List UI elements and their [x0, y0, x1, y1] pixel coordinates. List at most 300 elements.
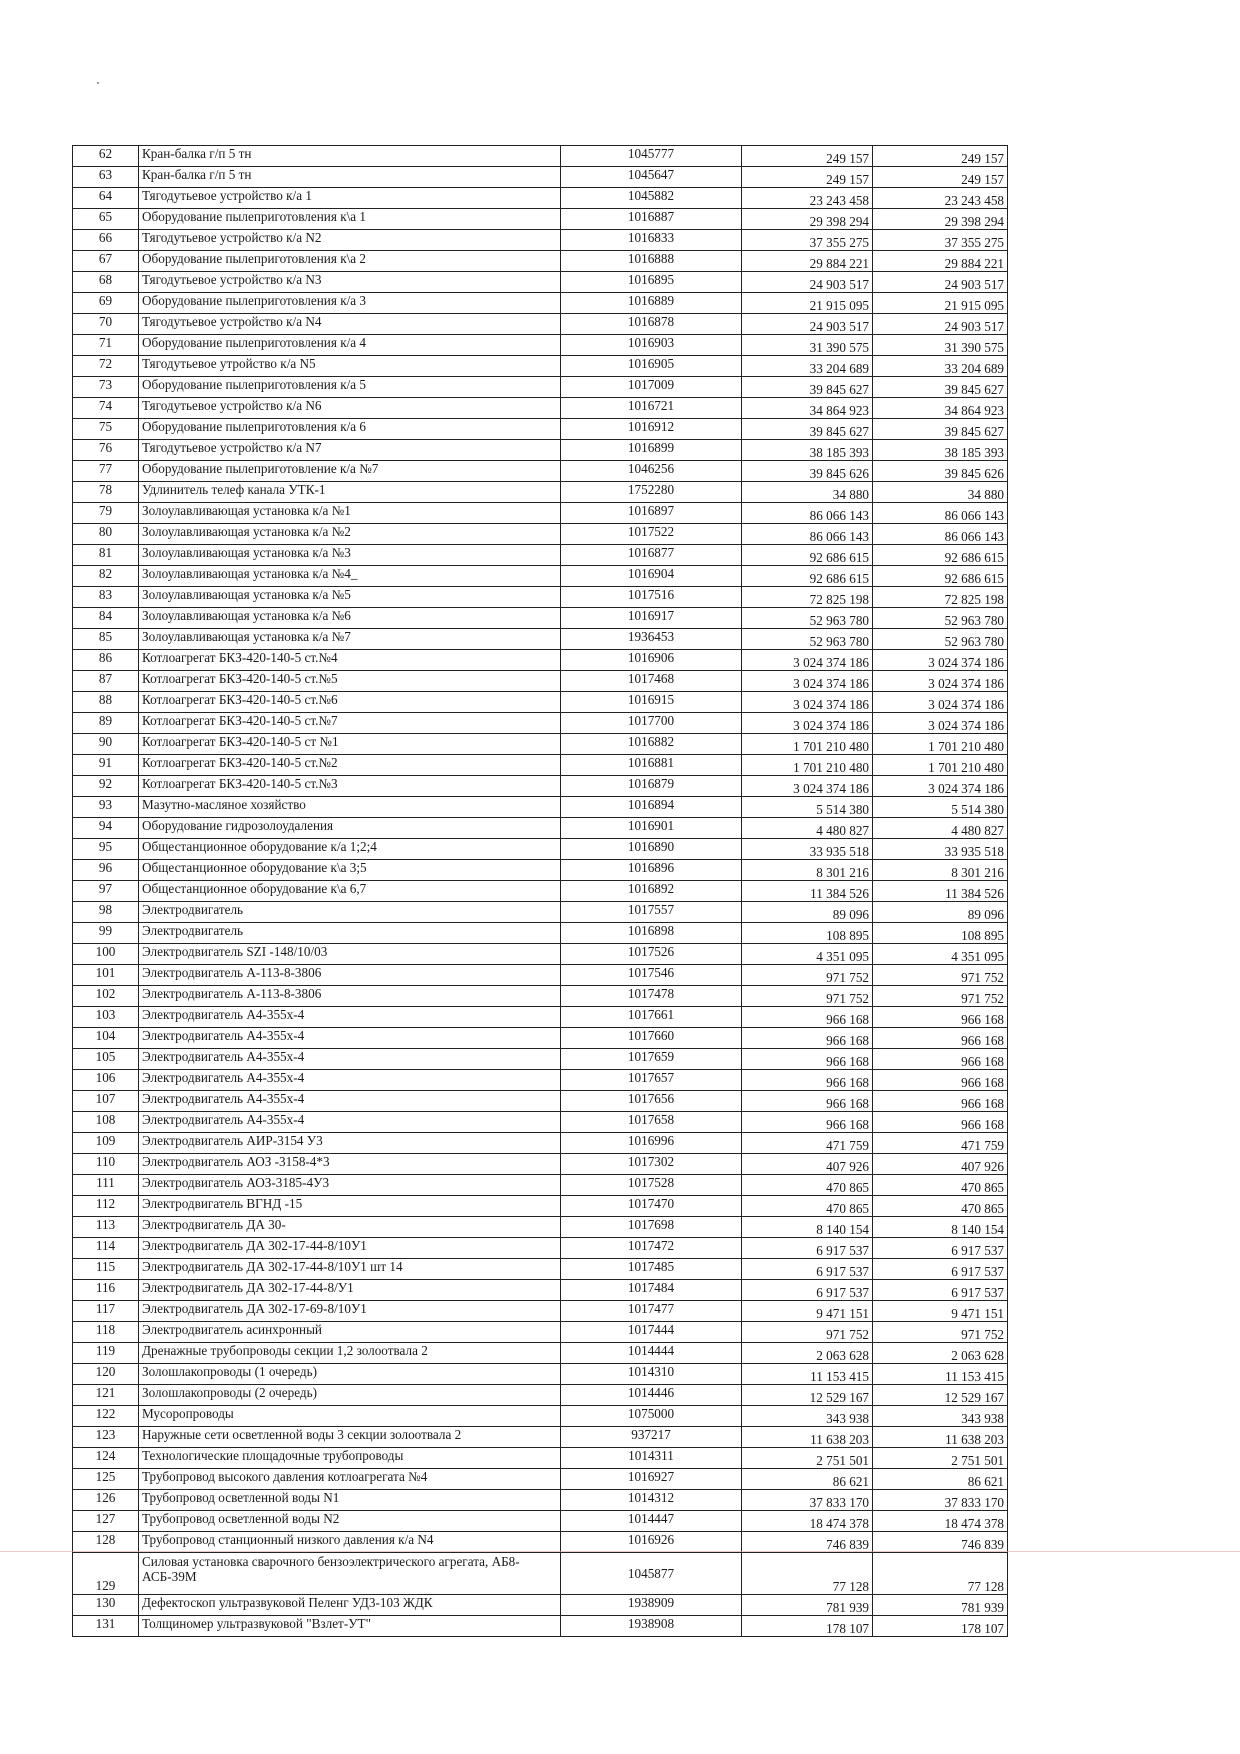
initial-value: 966 168	[742, 1091, 873, 1112]
book-value: 11 384 526	[873, 881, 1008, 902]
row-number: 62	[73, 146, 139, 167]
asset-name: Тягодутьевое утройство к/а N5	[139, 356, 561, 377]
asset-name: Оборудование пылеприготовления к/а 5	[139, 377, 561, 398]
inventory-code: 1016912	[561, 419, 742, 440]
row-number: 109	[73, 1133, 139, 1154]
book-value: 92 686 615	[873, 545, 1008, 566]
table-row	[73, 1511, 1008, 1532]
book-value: 781 939	[873, 1595, 1008, 1616]
table-row	[73, 209, 1008, 230]
initial-value: 2 063 628	[742, 1343, 873, 1364]
initial-value: 3 024 374 186	[742, 713, 873, 734]
table-row	[73, 482, 1008, 503]
book-value: 178 107	[873, 1616, 1008, 1637]
initial-value: 89 096	[742, 902, 873, 923]
book-value: 37 355 275	[873, 230, 1008, 251]
book-value: 966 168	[873, 1007, 1008, 1028]
table-row	[73, 1595, 1008, 1616]
inventory-code: 1016915	[561, 692, 742, 713]
book-value: 966 168	[873, 1112, 1008, 1133]
table-row	[73, 650, 1008, 671]
asset-name: Золошлакопроводы (1 очередь)	[139, 1364, 561, 1385]
asset-name: Электродвигатель А-113-8-3806	[139, 965, 561, 986]
initial-value: 966 168	[742, 1112, 873, 1133]
initial-value: 86 621	[742, 1469, 873, 1490]
initial-value: 31 390 575	[742, 335, 873, 356]
initial-value: 34 864 923	[742, 398, 873, 419]
scan-artifact-line	[0, 1551, 1240, 1552]
asset-name: Золоулавливающая установка к/а №1	[139, 503, 561, 524]
book-value: 746 839	[873, 1532, 1008, 1553]
initial-value: 966 168	[742, 1007, 873, 1028]
inventory-code: 1014447	[561, 1511, 742, 1532]
initial-value: 1 701 210 480	[742, 734, 873, 755]
table-row	[73, 1280, 1008, 1301]
inventory-code: 1016905	[561, 356, 742, 377]
book-value: 6 917 537	[873, 1259, 1008, 1280]
initial-value: 8 301 216	[742, 860, 873, 881]
row-number: 64	[73, 188, 139, 209]
asset-name: Оборудование пылеприготовления к\а 1	[139, 209, 561, 230]
book-value: 3 024 374 186	[873, 713, 1008, 734]
asset-name: Толщиномер ультразвуковой "Взлет-УТ"	[139, 1616, 561, 1637]
inventory-code: 1017470	[561, 1196, 742, 1217]
table-row	[73, 251, 1008, 272]
initial-value: 407 926	[742, 1154, 873, 1175]
initial-value: 52 963 780	[742, 629, 873, 650]
initial-value: 966 168	[742, 1028, 873, 1049]
asset-name: Электродвигатель	[139, 902, 561, 923]
asset-list-sheet	[72, 145, 1007, 1637]
table-row	[73, 566, 1008, 587]
asset-name: Технологические площадочные трубопроводы	[139, 1448, 561, 1469]
inventory-code: 1016887	[561, 209, 742, 230]
table-row	[73, 1448, 1008, 1469]
initial-value: 29 884 221	[742, 251, 873, 272]
book-value: 33 204 689	[873, 356, 1008, 377]
inventory-code: 1014446	[561, 1385, 742, 1406]
asset-name: Кран-балка г/п 5 тн	[139, 167, 561, 188]
asset-name: Золоулавливающая установка к/а №2	[139, 524, 561, 545]
inventory-code: 1017656	[561, 1091, 742, 1112]
inventory-code: 1017478	[561, 986, 742, 1007]
asset-name: Электродвигатель АОЗ-3185-4У3	[139, 1175, 561, 1196]
asset-name: Оборудование пылеприготовления к\а 2	[139, 251, 561, 272]
book-value: 2 063 628	[873, 1343, 1008, 1364]
book-value: 23 243 458	[873, 188, 1008, 209]
initial-value: 11 384 526	[742, 881, 873, 902]
initial-value: 249 157	[742, 167, 873, 188]
row-number: 90	[73, 734, 139, 755]
row-number: 86	[73, 650, 139, 671]
initial-value: 72 825 198	[742, 587, 873, 608]
table-row	[73, 629, 1008, 650]
table-row	[73, 146, 1008, 167]
table-row	[73, 377, 1008, 398]
initial-value: 971 752	[742, 1322, 873, 1343]
book-value: 966 168	[873, 1091, 1008, 1112]
inventory-code: 1938909	[561, 1595, 742, 1616]
asset-name: Трубопровод осветленной воды N1	[139, 1490, 561, 1511]
initial-value: 746 839	[742, 1532, 873, 1553]
inventory-code: 1017444	[561, 1322, 742, 1343]
asset-name: Тягодутьевое устройство к/а N7	[139, 440, 561, 461]
initial-value: 6 917 537	[742, 1238, 873, 1259]
asset-name: Электродвигатель ВГНД -15	[139, 1196, 561, 1217]
book-value: 38 185 393	[873, 440, 1008, 461]
row-number: 102	[73, 986, 139, 1007]
inventory-code: 1016892	[561, 881, 742, 902]
row-number: 130	[73, 1595, 139, 1616]
inventory-code: 1014311	[561, 1448, 742, 1469]
initial-value: 77 128	[742, 1553, 873, 1595]
inventory-code: 1016897	[561, 503, 742, 524]
inventory-code: 1016889	[561, 293, 742, 314]
table-row	[73, 398, 1008, 419]
asset-name: Золошлакопроводы (2 очередь)	[139, 1385, 561, 1406]
book-value: 11 153 415	[873, 1364, 1008, 1385]
initial-value: 86 066 143	[742, 503, 873, 524]
inventory-code: 1017658	[561, 1112, 742, 1133]
asset-name: Кран-балка г/п 5 тн	[139, 146, 561, 167]
row-number: 78	[73, 482, 139, 503]
row-number: 92	[73, 776, 139, 797]
inventory-code: 1017546	[561, 965, 742, 986]
book-value: 343 938	[873, 1406, 1008, 1427]
row-number: 100	[73, 944, 139, 965]
row-number: 124	[73, 1448, 139, 1469]
asset-name: Оборудование пылеприготовления к/а 3	[139, 293, 561, 314]
initial-value: 3 024 374 186	[742, 671, 873, 692]
inventory-code: 1016894	[561, 797, 742, 818]
table-row	[73, 713, 1008, 734]
asset-name: Золоулавливающая установка к/а №4_	[139, 566, 561, 587]
asset-name: Котлоагрегат БКЗ-420-140-5 ст.№4	[139, 650, 561, 671]
asset-name: Электродвигатель А4-355х-4	[139, 1007, 561, 1028]
book-value: 92 686 615	[873, 566, 1008, 587]
book-value: 12 529 167	[873, 1385, 1008, 1406]
book-value: 86 066 143	[873, 524, 1008, 545]
inventory-code: 1017516	[561, 587, 742, 608]
inventory-code: 1016833	[561, 230, 742, 251]
row-number: 83	[73, 587, 139, 608]
row-number: 118	[73, 1322, 139, 1343]
book-value: 34 880	[873, 482, 1008, 503]
inventory-code: 1017009	[561, 377, 742, 398]
table-row	[73, 503, 1008, 524]
inventory-code: 1016877	[561, 545, 742, 566]
asset-name: Электродвигатель А4-355х-4	[139, 1049, 561, 1070]
asset-name: Электродвигатель АОЗ -3158-4*3	[139, 1154, 561, 1175]
initial-value: 971 752	[742, 986, 873, 1007]
asset-name: Силовая установка сварочного бензоэлектрического агрегата, АБ8-АСБ-39М	[139, 1553, 561, 1595]
initial-value: 1 701 210 480	[742, 755, 873, 776]
table-row	[73, 965, 1008, 986]
row-number: 77	[73, 461, 139, 482]
asset-name: Дефектоскоп ультразвуковой Пеленг УД3-103 ЖДК	[139, 1595, 561, 1616]
initial-value: 249 157	[742, 146, 873, 167]
inventory-code: 1938908	[561, 1616, 742, 1637]
table-row	[73, 671, 1008, 692]
row-number: 114	[73, 1238, 139, 1259]
row-number: 75	[73, 419, 139, 440]
asset-name: Золоулавливающая установка к/а №3	[139, 545, 561, 566]
inventory-code: 1045882	[561, 188, 742, 209]
row-number: 87	[73, 671, 139, 692]
inventory-code: 1016904	[561, 566, 742, 587]
book-value: 3 024 374 186	[873, 776, 1008, 797]
book-value: 1 701 210 480	[873, 755, 1008, 776]
book-value: 86 621	[873, 1469, 1008, 1490]
table-row	[73, 1028, 1008, 1049]
row-number: 89	[73, 713, 139, 734]
row-number: 127	[73, 1511, 139, 1532]
table-row	[73, 1091, 1008, 1112]
book-value: 8 301 216	[873, 860, 1008, 881]
asset-name: Котлоагрегат БКЗ-420-140-5 ст.№2	[139, 755, 561, 776]
initial-value: 52 963 780	[742, 608, 873, 629]
book-value: 6 917 537	[873, 1238, 1008, 1259]
initial-value: 92 686 615	[742, 566, 873, 587]
asset-name: Котлоагрегат БКЗ-420-140-5 ст №1	[139, 734, 561, 755]
initial-value: 21 915 095	[742, 293, 873, 314]
book-value: 24 903 517	[873, 272, 1008, 293]
row-number: 88	[73, 692, 139, 713]
table-row	[73, 1217, 1008, 1238]
book-value: 18 474 378	[873, 1511, 1008, 1532]
initial-value: 4 480 827	[742, 818, 873, 839]
row-number: 117	[73, 1301, 139, 1322]
book-value: 52 963 780	[873, 629, 1008, 650]
book-value: 470 865	[873, 1196, 1008, 1217]
initial-value: 37 833 170	[742, 1490, 873, 1511]
inventory-code: 1017657	[561, 1070, 742, 1091]
table-row	[73, 860, 1008, 881]
table-row	[73, 692, 1008, 713]
inventory-code: 1016888	[561, 251, 742, 272]
inventory-code: 1016890	[561, 839, 742, 860]
asset-name: Дренажные трубопроводы секции 1,2 золоотвала 2	[139, 1343, 561, 1364]
asset-name: Мусоропроводы	[139, 1406, 561, 1427]
row-number: 80	[73, 524, 139, 545]
asset-name: Электродвигатель SZI -148/10/03	[139, 944, 561, 965]
table-row	[73, 1427, 1008, 1448]
asset-name: Оборудование пылеприготовление к/а №7	[139, 461, 561, 482]
inventory-code: 1936453	[561, 629, 742, 650]
row-number: 91	[73, 755, 139, 776]
book-value: 108 895	[873, 923, 1008, 944]
book-value: 249 157	[873, 146, 1008, 167]
initial-value: 12 529 167	[742, 1385, 873, 1406]
book-value: 966 168	[873, 1070, 1008, 1091]
asset-name: Золоулавливающая установка к/а №6	[139, 608, 561, 629]
book-value: 6 917 537	[873, 1280, 1008, 1301]
inventory-code: 1016906	[561, 650, 742, 671]
table-row	[73, 314, 1008, 335]
book-value: 971 752	[873, 986, 1008, 1007]
table-row	[73, 1196, 1008, 1217]
inventory-code: 1016895	[561, 272, 742, 293]
row-number: 68	[73, 272, 139, 293]
initial-value: 966 168	[742, 1070, 873, 1091]
row-number: 99	[73, 923, 139, 944]
inventory-code: 1046256	[561, 461, 742, 482]
book-value: 77 128	[873, 1553, 1008, 1595]
inventory-code: 1045877	[561, 1553, 742, 1595]
asset-name: Оборудование гидрозолоудаления	[139, 818, 561, 839]
book-value: 3 024 374 186	[873, 671, 1008, 692]
initial-value: 343 938	[742, 1406, 873, 1427]
inventory-code: 937217	[561, 1427, 742, 1448]
inventory-code: 1016917	[561, 608, 742, 629]
table-row	[73, 1049, 1008, 1070]
row-number: 95	[73, 839, 139, 860]
asset-name: Мазутно-масляное хозяйство	[139, 797, 561, 818]
row-number: 72	[73, 356, 139, 377]
inventory-code: 1017484	[561, 1280, 742, 1301]
table-row	[73, 1259, 1008, 1280]
initial-value: 178 107	[742, 1616, 873, 1637]
table-row	[73, 1112, 1008, 1133]
asset-name: Котлоагрегат БКЗ-420-140-5 ст.№5	[139, 671, 561, 692]
inventory-code: 1017557	[561, 902, 742, 923]
row-number: 69	[73, 293, 139, 314]
table-row	[73, 608, 1008, 629]
inventory-code: 1017302	[561, 1154, 742, 1175]
initial-value: 3 024 374 186	[742, 776, 873, 797]
row-number: 131	[73, 1616, 139, 1637]
table-row	[73, 1238, 1008, 1259]
table-row	[73, 734, 1008, 755]
row-number: 104	[73, 1028, 139, 1049]
book-value: 34 864 923	[873, 398, 1008, 419]
row-number: 76	[73, 440, 139, 461]
initial-value: 24 903 517	[742, 314, 873, 335]
book-value: 24 903 517	[873, 314, 1008, 335]
book-value: 39 845 627	[873, 377, 1008, 398]
asset-name: Электродвигатель ДА 302-17-44-8/10У1	[139, 1238, 561, 1259]
initial-value: 34 880	[742, 482, 873, 503]
inventory-code: 1017698	[561, 1217, 742, 1238]
table-row	[73, 923, 1008, 944]
asset-name: Трубопровод высокого давления котлоагрегата №4	[139, 1469, 561, 1490]
inventory-code: 1016901	[561, 818, 742, 839]
book-value: 4 351 095	[873, 944, 1008, 965]
inventory-code: 1014310	[561, 1364, 742, 1385]
table-row	[73, 1133, 1008, 1154]
book-value: 5 514 380	[873, 797, 1008, 818]
row-number: 65	[73, 209, 139, 230]
row-number: 96	[73, 860, 139, 881]
table-row	[73, 755, 1008, 776]
initial-value: 6 917 537	[742, 1280, 873, 1301]
asset-name: Электродвигатель А4-355х-4	[139, 1091, 561, 1112]
row-number: 66	[73, 230, 139, 251]
inventory-code: 1016878	[561, 314, 742, 335]
table-row	[73, 545, 1008, 566]
inventory-code: 1017700	[561, 713, 742, 734]
initial-value: 108 895	[742, 923, 873, 944]
table-row	[73, 167, 1008, 188]
initial-value: 39 845 627	[742, 419, 873, 440]
inventory-code: 1014312	[561, 1490, 742, 1511]
book-value: 72 825 198	[873, 587, 1008, 608]
inventory-code: 1016879	[561, 776, 742, 797]
book-value: 29 398 294	[873, 209, 1008, 230]
row-number: 67	[73, 251, 139, 272]
asset-name: Тягодутьевое устройство к/а N6	[139, 398, 561, 419]
asset-name: Общестанционное оборудование к\а 3;5	[139, 860, 561, 881]
asset-name: Оборудование пылеприготовления к/а 4	[139, 335, 561, 356]
table-row	[73, 587, 1008, 608]
row-number: 115	[73, 1259, 139, 1280]
asset-name: Тягодутьевое устройство к/а 1	[139, 188, 561, 209]
table-row	[73, 839, 1008, 860]
book-value: 31 390 575	[873, 335, 1008, 356]
asset-name: Электродвигатель АИР-3154 У3	[139, 1133, 561, 1154]
row-number: 121	[73, 1385, 139, 1406]
row-number: 84	[73, 608, 139, 629]
table-row	[73, 1154, 1008, 1175]
book-value: 33 935 518	[873, 839, 1008, 860]
inventory-code: 1016903	[561, 335, 742, 356]
asset-name: Общестанционное оборудование к\а 6,7	[139, 881, 561, 902]
asset-name: Котлоагрегат БКЗ-420-140-5 ст.№3	[139, 776, 561, 797]
table-row	[73, 1322, 1008, 1343]
inventory-code: 1017477	[561, 1301, 742, 1322]
asset-name: Золоулавливающая установка к/а №7	[139, 629, 561, 650]
row-number: 74	[73, 398, 139, 419]
book-value: 407 926	[873, 1154, 1008, 1175]
initial-value: 24 903 517	[742, 272, 873, 293]
inventory-code: 1752280	[561, 482, 742, 503]
initial-value: 37 355 275	[742, 230, 873, 251]
asset-name: Электродвигатель А4-355х-4	[139, 1028, 561, 1049]
initial-value: 8 140 154	[742, 1217, 873, 1238]
initial-value: 9 471 151	[742, 1301, 873, 1322]
row-number: 126	[73, 1490, 139, 1511]
row-number: 103	[73, 1007, 139, 1028]
asset-name: Электродвигатель	[139, 923, 561, 944]
inventory-code: 1045647	[561, 167, 742, 188]
inventory-code: 1016927	[561, 1469, 742, 1490]
initial-value: 4 351 095	[742, 944, 873, 965]
table-row	[73, 1364, 1008, 1385]
row-number: 111	[73, 1175, 139, 1196]
book-value: 470 865	[873, 1175, 1008, 1196]
table-row	[73, 1490, 1008, 1511]
inventory-code: 1016996	[561, 1133, 742, 1154]
row-number: 101	[73, 965, 139, 986]
table-row	[73, 944, 1008, 965]
book-value: 52 963 780	[873, 608, 1008, 629]
row-number: 125	[73, 1469, 139, 1490]
inventory-code: 1016926	[561, 1532, 742, 1553]
initial-value: 11 638 203	[742, 1427, 873, 1448]
table-row	[73, 419, 1008, 440]
table-row	[73, 440, 1008, 461]
table-row	[73, 461, 1008, 482]
book-value: 471 759	[873, 1133, 1008, 1154]
table-row	[73, 356, 1008, 377]
table-row	[73, 776, 1008, 797]
asset-name: Тягодутьевое устройство к/а N2	[139, 230, 561, 251]
row-number: 120	[73, 1364, 139, 1385]
table-row	[73, 1385, 1008, 1406]
book-value: 89 096	[873, 902, 1008, 923]
inventory-code: 1014444	[561, 1343, 742, 1364]
initial-value: 86 066 143	[742, 524, 873, 545]
